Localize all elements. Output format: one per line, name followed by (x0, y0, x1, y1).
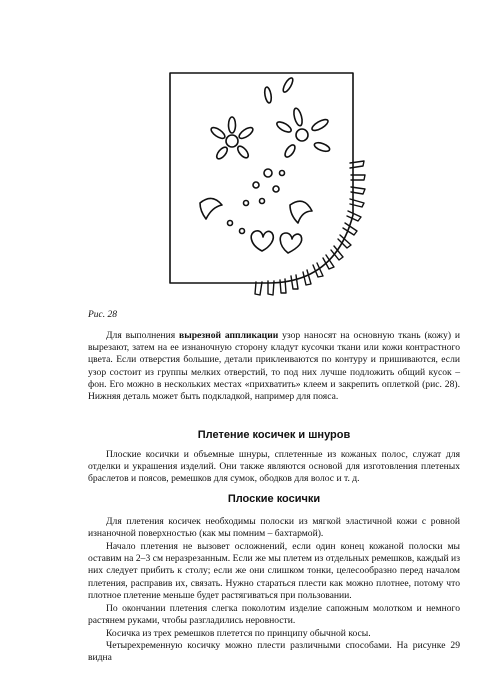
left-flower-motif (209, 117, 254, 161)
applique-paragraph (88, 330, 460, 403)
flat-braids-paragraph-5: Четырехременную косичку можно плести различными способами. На рисунке 29 видна (88, 640, 460, 664)
figure-caption: Рис. 28 (88, 310, 118, 320)
flat-braids-paragraph-4: Косичка из трех ремешков плетется по принципу обычной косы. (106, 628, 371, 639)
heart-motif-right (280, 233, 301, 253)
text-run: узор наносят на основную ткань (кожу) и вырезают, затем на ее изнаночную сторону кладут кусочки ткани или кожи контрастного цвета. Если отверстия большие, детали приклеиваются по контуру и пришиваются, если узор состоит из группы мелких отверстий, то под них лучше подложить общий кусок – фон. Его можно в нескольких местах «прихватить» клеем и закрепить оплеткой (рис. 28). Нижняя деталь может быть подкладкой, например для пояса. (88, 330, 460, 403)
left-leaf-motif (200, 198, 222, 219)
flat-braids-paragraph-1: Для плетения косичек необходимы полоски из мягкой эластичной кожи с ровной изнаночной поверхностью (как мы помним – бахтармой). (88, 516, 460, 540)
right-leaf-motif (290, 201, 312, 223)
text-run: Для выполнения (106, 330, 180, 341)
section-heading-flat-braids: Плоские косички (227, 493, 321, 505)
section-heading-braiding: Плетение косичек и шнуров (197, 429, 351, 441)
small-dot-motif (240, 229, 245, 234)
figure-28-illustration (150, 55, 400, 320)
center-dots-motif (244, 169, 285, 206)
heart-motif-left (251, 231, 273, 251)
small-dot-motif (228, 221, 233, 226)
braiding-intro-paragraph: Плоские косички и объемные шнуры, сплетенные из кожаных полос, служат для отделки и украшения изделий. Они также являются основой для изготовления плетеных браслетов и поясов, ремешков для сумок, ободков для волос и т. д. (88, 449, 460, 485)
flat-braids-paragraph-2: Начало плетения не вызовет осложнений, если один конец кожаной полоски мы оставим на 2–3 см неразрезанным. Если же мы плетем из отдельных ремешков, каждый из них следует прибить к столу; если же они слишком тонки, целесообразно перед началом плетения, расправив их, связать. Нужно стараться плести как можно плотнее, потому что плотное плетение меньше будет растягиваться при пользовании. (88, 541, 460, 601)
right-flower-motif (264, 77, 331, 159)
bold-term: вырезной аппликации (179, 330, 279, 341)
flat-braids-paragraph-3: По окончании плетения слегка поколотим изделие сапожным молотком и немного растянем руками, чтобы разгладились неровности. (88, 603, 460, 627)
